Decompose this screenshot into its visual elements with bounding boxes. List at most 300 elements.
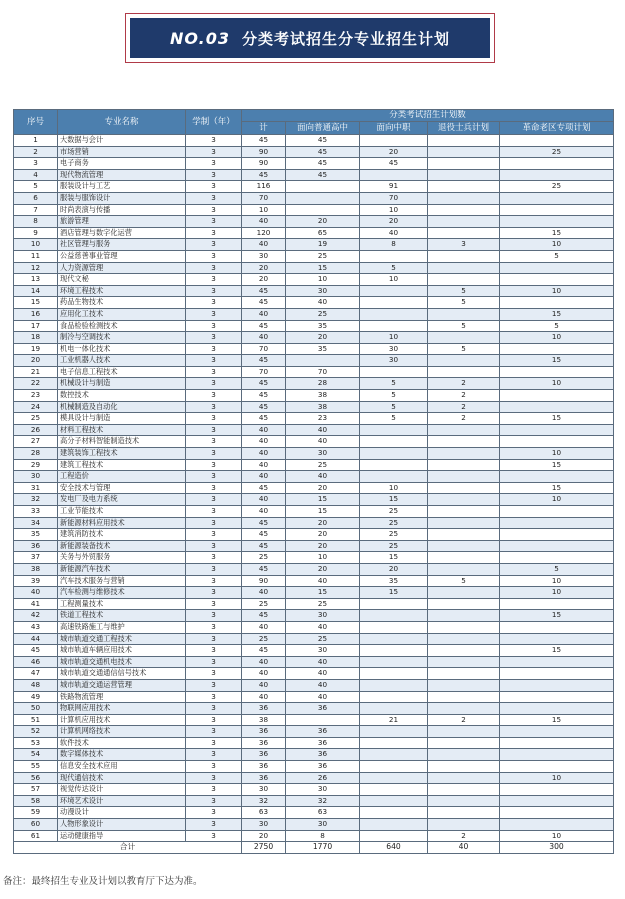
header-total: 计	[242, 122, 286, 135]
high-school-cell: 40	[286, 424, 360, 436]
duration-cell: 3	[186, 308, 242, 320]
high-school-cell: 30	[286, 610, 360, 622]
veteran-cell	[428, 668, 500, 680]
table-row	[14, 320, 614, 332]
table-row	[14, 146, 614, 158]
seq-cell: 48	[14, 679, 58, 691]
veteran-cell	[428, 262, 500, 274]
seq-cell: 6	[14, 192, 58, 204]
vocational-cell: 91	[360, 181, 428, 193]
major-cell: 现代文秘	[58, 274, 186, 286]
veteran-cell: 2	[428, 390, 500, 402]
high-school-cell: 40	[286, 575, 360, 587]
seq-cell: 42	[14, 610, 58, 622]
high-school-cell: 15	[286, 262, 360, 274]
old-area-cell	[500, 529, 614, 541]
total-cell: 40	[242, 436, 286, 448]
duration-cell: 3	[186, 285, 242, 297]
major-cell: 视觉传达设计	[58, 784, 186, 796]
seq-cell: 20	[14, 355, 58, 367]
old-area-cell: 10	[500, 575, 614, 587]
header-major: 专业名称	[58, 110, 186, 135]
vocational-cell	[360, 471, 428, 483]
total-row	[14, 842, 614, 854]
vocational-cell	[360, 656, 428, 668]
total-cell: 36	[242, 737, 286, 749]
table-row	[14, 506, 614, 518]
major-cell: 城市轨道交通运营管理	[58, 679, 186, 691]
high-school-cell: 20	[286, 517, 360, 529]
veteran-cell: 5	[428, 297, 500, 309]
table-row	[14, 169, 614, 181]
total-cell: 45	[242, 529, 286, 541]
old-area-cell	[500, 552, 614, 564]
table-row	[14, 598, 614, 610]
high-school-cell: 40	[286, 621, 360, 633]
high-school-cell: 38	[286, 390, 360, 402]
high-school-cell: 35	[286, 343, 360, 355]
seq-cell: 40	[14, 587, 58, 599]
veteran-cell	[428, 726, 500, 738]
major-cell: 大数据与会计	[58, 135, 186, 147]
veteran-cell: 2	[428, 401, 500, 413]
veteran-cell	[428, 772, 500, 784]
total-cell: 40	[242, 587, 286, 599]
major-cell: 人物形象设计	[58, 819, 186, 831]
old-area-cell: 15	[500, 714, 614, 726]
major-cell: 机械设计与制造	[58, 378, 186, 390]
old-area-cell: 10	[500, 587, 614, 599]
duration-cell: 3	[186, 448, 242, 460]
duration-cell: 3	[186, 749, 242, 761]
major-cell: 新能源材料应用技术	[58, 517, 186, 529]
duration-cell: 3	[186, 343, 242, 355]
seq-cell: 53	[14, 737, 58, 749]
veteran-cell	[428, 332, 500, 344]
old-area-cell: 5	[500, 320, 614, 332]
high-school-cell: 45	[286, 169, 360, 181]
table-row	[14, 459, 614, 471]
old-area-cell	[500, 761, 614, 773]
table-row	[14, 540, 614, 552]
header-high-school: 面向普通高中	[286, 122, 360, 135]
high-school-cell: 8	[286, 830, 360, 842]
duration-cell: 3	[186, 529, 242, 541]
high-school-cell: 40	[286, 436, 360, 448]
table-row	[14, 227, 614, 239]
major-cell: 高速铁路施工与维护	[58, 621, 186, 633]
old-area-cell: 5	[500, 563, 614, 575]
total-cell: 25	[242, 633, 286, 645]
total-cell: 120	[242, 227, 286, 239]
table-row	[14, 749, 614, 761]
seq-cell: 10	[14, 239, 58, 251]
old-area-cell	[500, 274, 614, 286]
major-cell: 城市轨道交通通信信号技术	[58, 668, 186, 680]
seq-cell: 11	[14, 250, 58, 262]
veteran-cell	[428, 274, 500, 286]
duration-cell: 3	[186, 761, 242, 773]
seq-cell: 35	[14, 529, 58, 541]
duration-cell: 3	[186, 413, 242, 425]
total-cell: 36	[242, 726, 286, 738]
major-cell: 时尚表演与传播	[58, 204, 186, 216]
old-area-cell	[500, 621, 614, 633]
veteran-cell	[428, 366, 500, 378]
header-plan-group: 分类考试招生计划数	[242, 110, 614, 122]
high-school-cell: 30	[286, 645, 360, 657]
table-row	[14, 366, 614, 378]
seq-cell: 19	[14, 343, 58, 355]
duration-cell: 3	[186, 436, 242, 448]
duration-cell: 3	[186, 471, 242, 483]
major-cell: 物联网应用技术	[58, 703, 186, 715]
veteran-cell: 5	[428, 343, 500, 355]
seq-cell: 29	[14, 459, 58, 471]
table-row	[14, 761, 614, 773]
table-row	[14, 135, 614, 147]
duration-cell: 3	[186, 506, 242, 518]
total-value-cell: 1770	[286, 842, 360, 854]
old-area-cell: 10	[500, 332, 614, 344]
major-cell: 工程造价	[58, 471, 186, 483]
old-area-cell	[500, 726, 614, 738]
duration-cell: 3	[186, 691, 242, 703]
total-cell: 40	[242, 308, 286, 320]
old-area-cell: 15	[500, 645, 614, 657]
veteran-cell	[428, 633, 500, 645]
table-row	[14, 668, 614, 680]
duration-cell: 3	[186, 633, 242, 645]
veteran-cell	[428, 563, 500, 575]
total-value-cell: 640	[360, 842, 428, 854]
table-row	[14, 575, 614, 587]
table-row	[14, 262, 614, 274]
high-school-cell: 30	[286, 285, 360, 297]
table-row	[14, 819, 614, 831]
old-area-cell	[500, 158, 614, 170]
vocational-cell	[360, 726, 428, 738]
high-school-cell: 38	[286, 401, 360, 413]
old-area-cell	[500, 819, 614, 831]
high-school-cell: 36	[286, 761, 360, 773]
old-area-cell	[500, 633, 614, 645]
title-number: NO.03	[170, 28, 230, 48]
seq-cell: 41	[14, 598, 58, 610]
major-cell: 高分子材料智能制造技术	[58, 436, 186, 448]
old-area-cell	[500, 517, 614, 529]
total-cell: 45	[242, 482, 286, 494]
veteran-cell	[428, 494, 500, 506]
table-row	[14, 795, 614, 807]
total-cell: 45	[242, 413, 286, 425]
vocational-cell	[360, 135, 428, 147]
table-row	[14, 436, 614, 448]
major-cell: 软件技术	[58, 737, 186, 749]
vocational-cell	[360, 366, 428, 378]
duration-cell: 3	[186, 482, 242, 494]
table-row	[14, 563, 614, 575]
major-cell: 工程测量技术	[58, 598, 186, 610]
old-area-cell: 25	[500, 146, 614, 158]
veteran-cell	[428, 471, 500, 483]
major-cell: 安全技术与管理	[58, 482, 186, 494]
seq-cell: 54	[14, 749, 58, 761]
seq-cell: 24	[14, 401, 58, 413]
duration-cell: 3	[186, 610, 242, 622]
veteran-cell	[428, 587, 500, 599]
high-school-cell: 25	[286, 633, 360, 645]
high-school-cell: 20	[286, 332, 360, 344]
table-row	[14, 645, 614, 657]
high-school-cell: 65	[286, 227, 360, 239]
veteran-cell	[428, 250, 500, 262]
table-row	[14, 494, 614, 506]
title-banner	[130, 18, 490, 58]
vocational-cell	[360, 795, 428, 807]
major-cell: 机械制造及自动化	[58, 401, 186, 413]
high-school-cell: 70	[286, 366, 360, 378]
vocational-cell	[360, 250, 428, 262]
total-cell: 20	[242, 262, 286, 274]
major-cell: 环境工程技术	[58, 285, 186, 297]
enrollment-plan-table	[13, 109, 614, 854]
duration-cell: 3	[186, 714, 242, 726]
table-row	[14, 274, 614, 286]
old-area-cell	[500, 749, 614, 761]
old-area-cell: 25	[500, 181, 614, 193]
vocational-cell	[360, 297, 428, 309]
veteran-cell	[428, 761, 500, 773]
old-area-cell	[500, 703, 614, 715]
old-area-cell: 15	[500, 355, 614, 367]
vocational-cell	[360, 459, 428, 471]
high-school-cell: 40	[286, 471, 360, 483]
enrollment-plan-table-container	[13, 109, 613, 854]
vocational-cell: 20	[360, 216, 428, 228]
veteran-cell	[428, 610, 500, 622]
old-area-cell	[500, 216, 614, 228]
high-school-cell: 36	[286, 737, 360, 749]
vocational-cell: 5	[360, 401, 428, 413]
duration-cell: 3	[186, 366, 242, 378]
major-cell: 现代物流管理	[58, 169, 186, 181]
seq-cell: 50	[14, 703, 58, 715]
high-school-cell: 15	[286, 587, 360, 599]
seq-cell: 32	[14, 494, 58, 506]
total-cell: 30	[242, 784, 286, 796]
table-row	[14, 610, 614, 622]
major-cell: 铁道工程技术	[58, 610, 186, 622]
duration-cell: 3	[186, 158, 242, 170]
table-row	[14, 784, 614, 796]
high-school-cell: 40	[286, 691, 360, 703]
total-cell: 40	[242, 239, 286, 251]
duration-cell: 3	[186, 819, 242, 831]
duration-cell: 3	[186, 807, 242, 819]
major-cell: 工业节能技术	[58, 506, 186, 518]
veteran-cell	[428, 807, 500, 819]
vocational-cell: 30	[360, 343, 428, 355]
major-cell: 市场营销	[58, 146, 186, 158]
seq-cell: 61	[14, 830, 58, 842]
vocational-cell: 5	[360, 390, 428, 402]
total-cell: 45	[242, 320, 286, 332]
vocational-cell: 45	[360, 158, 428, 170]
table-row	[14, 332, 614, 344]
old-area-cell: 10	[500, 494, 614, 506]
veteran-cell	[428, 656, 500, 668]
total-cell: 36	[242, 749, 286, 761]
total-cell: 38	[242, 714, 286, 726]
vocational-cell	[360, 668, 428, 680]
total-cell: 40	[242, 679, 286, 691]
vocational-cell	[360, 424, 428, 436]
veteran-cell	[428, 227, 500, 239]
major-cell: 服装设计与工艺	[58, 181, 186, 193]
veteran-cell	[428, 517, 500, 529]
high-school-cell: 40	[286, 679, 360, 691]
table-row	[14, 621, 614, 633]
vocational-cell: 5	[360, 413, 428, 425]
duration-cell: 3	[186, 621, 242, 633]
veteran-cell	[428, 679, 500, 691]
table-row	[14, 587, 614, 599]
total-cell: 30	[242, 250, 286, 262]
veteran-cell	[428, 181, 500, 193]
major-cell: 建筑装饰工程技术	[58, 448, 186, 460]
table-row	[14, 772, 614, 784]
total-value-cell: 2750	[242, 842, 286, 854]
total-cell: 45	[242, 390, 286, 402]
duration-cell: 3	[186, 332, 242, 344]
duration-cell: 3	[186, 297, 242, 309]
old-area-cell	[500, 668, 614, 680]
high-school-cell: 25	[286, 250, 360, 262]
total-cell: 40	[242, 691, 286, 703]
duration-cell: 3	[186, 355, 242, 367]
major-cell: 发电厂及电力系统	[58, 494, 186, 506]
total-cell: 40	[242, 506, 286, 518]
duration-cell: 3	[186, 772, 242, 784]
vocational-cell: 25	[360, 540, 428, 552]
major-cell: 电子信息工程技术	[58, 366, 186, 378]
vocational-cell: 10	[360, 204, 428, 216]
high-school-cell: 25	[286, 598, 360, 610]
total-cell: 36	[242, 761, 286, 773]
total-cell: 10	[242, 204, 286, 216]
total-value-cell: 300	[500, 842, 614, 854]
duration-cell: 3	[186, 239, 242, 251]
total-cell: 45	[242, 517, 286, 529]
veteran-cell	[428, 169, 500, 181]
high-school-cell: 28	[286, 378, 360, 390]
vocational-cell: 20	[360, 563, 428, 575]
total-cell: 32	[242, 795, 286, 807]
major-cell: 城市轨道交通机电技术	[58, 656, 186, 668]
veteran-cell	[428, 737, 500, 749]
header-seq: 序号	[14, 110, 58, 135]
vocational-cell	[360, 691, 428, 703]
high-school-cell: 10	[286, 552, 360, 564]
seq-cell: 52	[14, 726, 58, 738]
total-cell: 40	[242, 656, 286, 668]
major-cell: 动漫设计	[58, 807, 186, 819]
seq-cell: 12	[14, 262, 58, 274]
duration-cell: 3	[186, 262, 242, 274]
table-row	[14, 181, 614, 193]
veteran-cell	[428, 506, 500, 518]
seq-cell: 13	[14, 274, 58, 286]
total-cell: 25	[242, 598, 286, 610]
vocational-cell	[360, 807, 428, 819]
duration-cell: 3	[186, 274, 242, 286]
duration-cell: 3	[186, 563, 242, 575]
high-school-cell: 20	[286, 529, 360, 541]
veteran-cell	[428, 540, 500, 552]
old-area-cell	[500, 343, 614, 355]
seq-cell: 60	[14, 819, 58, 831]
major-cell: 数字媒体技术	[58, 749, 186, 761]
major-cell: 酒店管理与数字化运营	[58, 227, 186, 239]
major-cell: 环境艺术设计	[58, 795, 186, 807]
duration-cell: 3	[186, 192, 242, 204]
veteran-cell	[428, 552, 500, 564]
old-area-cell	[500, 424, 614, 436]
table-row	[14, 517, 614, 529]
table-row	[14, 204, 614, 216]
vocational-cell	[360, 633, 428, 645]
duration-cell: 3	[186, 320, 242, 332]
seq-cell: 21	[14, 366, 58, 378]
total-cell: 90	[242, 146, 286, 158]
veteran-cell: 2	[428, 378, 500, 390]
old-area-cell: 15	[500, 308, 614, 320]
veteran-cell: 2	[428, 830, 500, 842]
total-cell: 20	[242, 274, 286, 286]
total-cell: 36	[242, 703, 286, 715]
vocational-cell	[360, 784, 428, 796]
veteran-cell	[428, 192, 500, 204]
veteran-cell	[428, 308, 500, 320]
duration-cell: 3	[186, 135, 242, 147]
old-area-cell: 10	[500, 239, 614, 251]
old-area-cell	[500, 506, 614, 518]
total-cell: 40	[242, 332, 286, 344]
high-school-cell: 40	[286, 297, 360, 309]
major-cell: 信息安全技术应用	[58, 761, 186, 773]
vocational-cell: 25	[360, 517, 428, 529]
duration-cell: 3	[186, 784, 242, 796]
high-school-cell: 32	[286, 795, 360, 807]
old-area-cell	[500, 795, 614, 807]
veteran-cell	[428, 621, 500, 633]
vocational-cell	[360, 448, 428, 460]
table-body	[14, 135, 614, 854]
seq-cell: 2	[14, 146, 58, 158]
old-area-cell	[500, 204, 614, 216]
total-cell: 45	[242, 645, 286, 657]
old-area-cell	[500, 679, 614, 691]
vocational-cell: 15	[360, 552, 428, 564]
high-school-cell: 20	[286, 216, 360, 228]
duration-cell: 3	[186, 169, 242, 181]
total-cell: 45	[242, 135, 286, 147]
seq-cell: 22	[14, 378, 58, 390]
duration-cell: 3	[186, 424, 242, 436]
high-school-cell: 30	[286, 448, 360, 460]
veteran-cell	[428, 645, 500, 657]
